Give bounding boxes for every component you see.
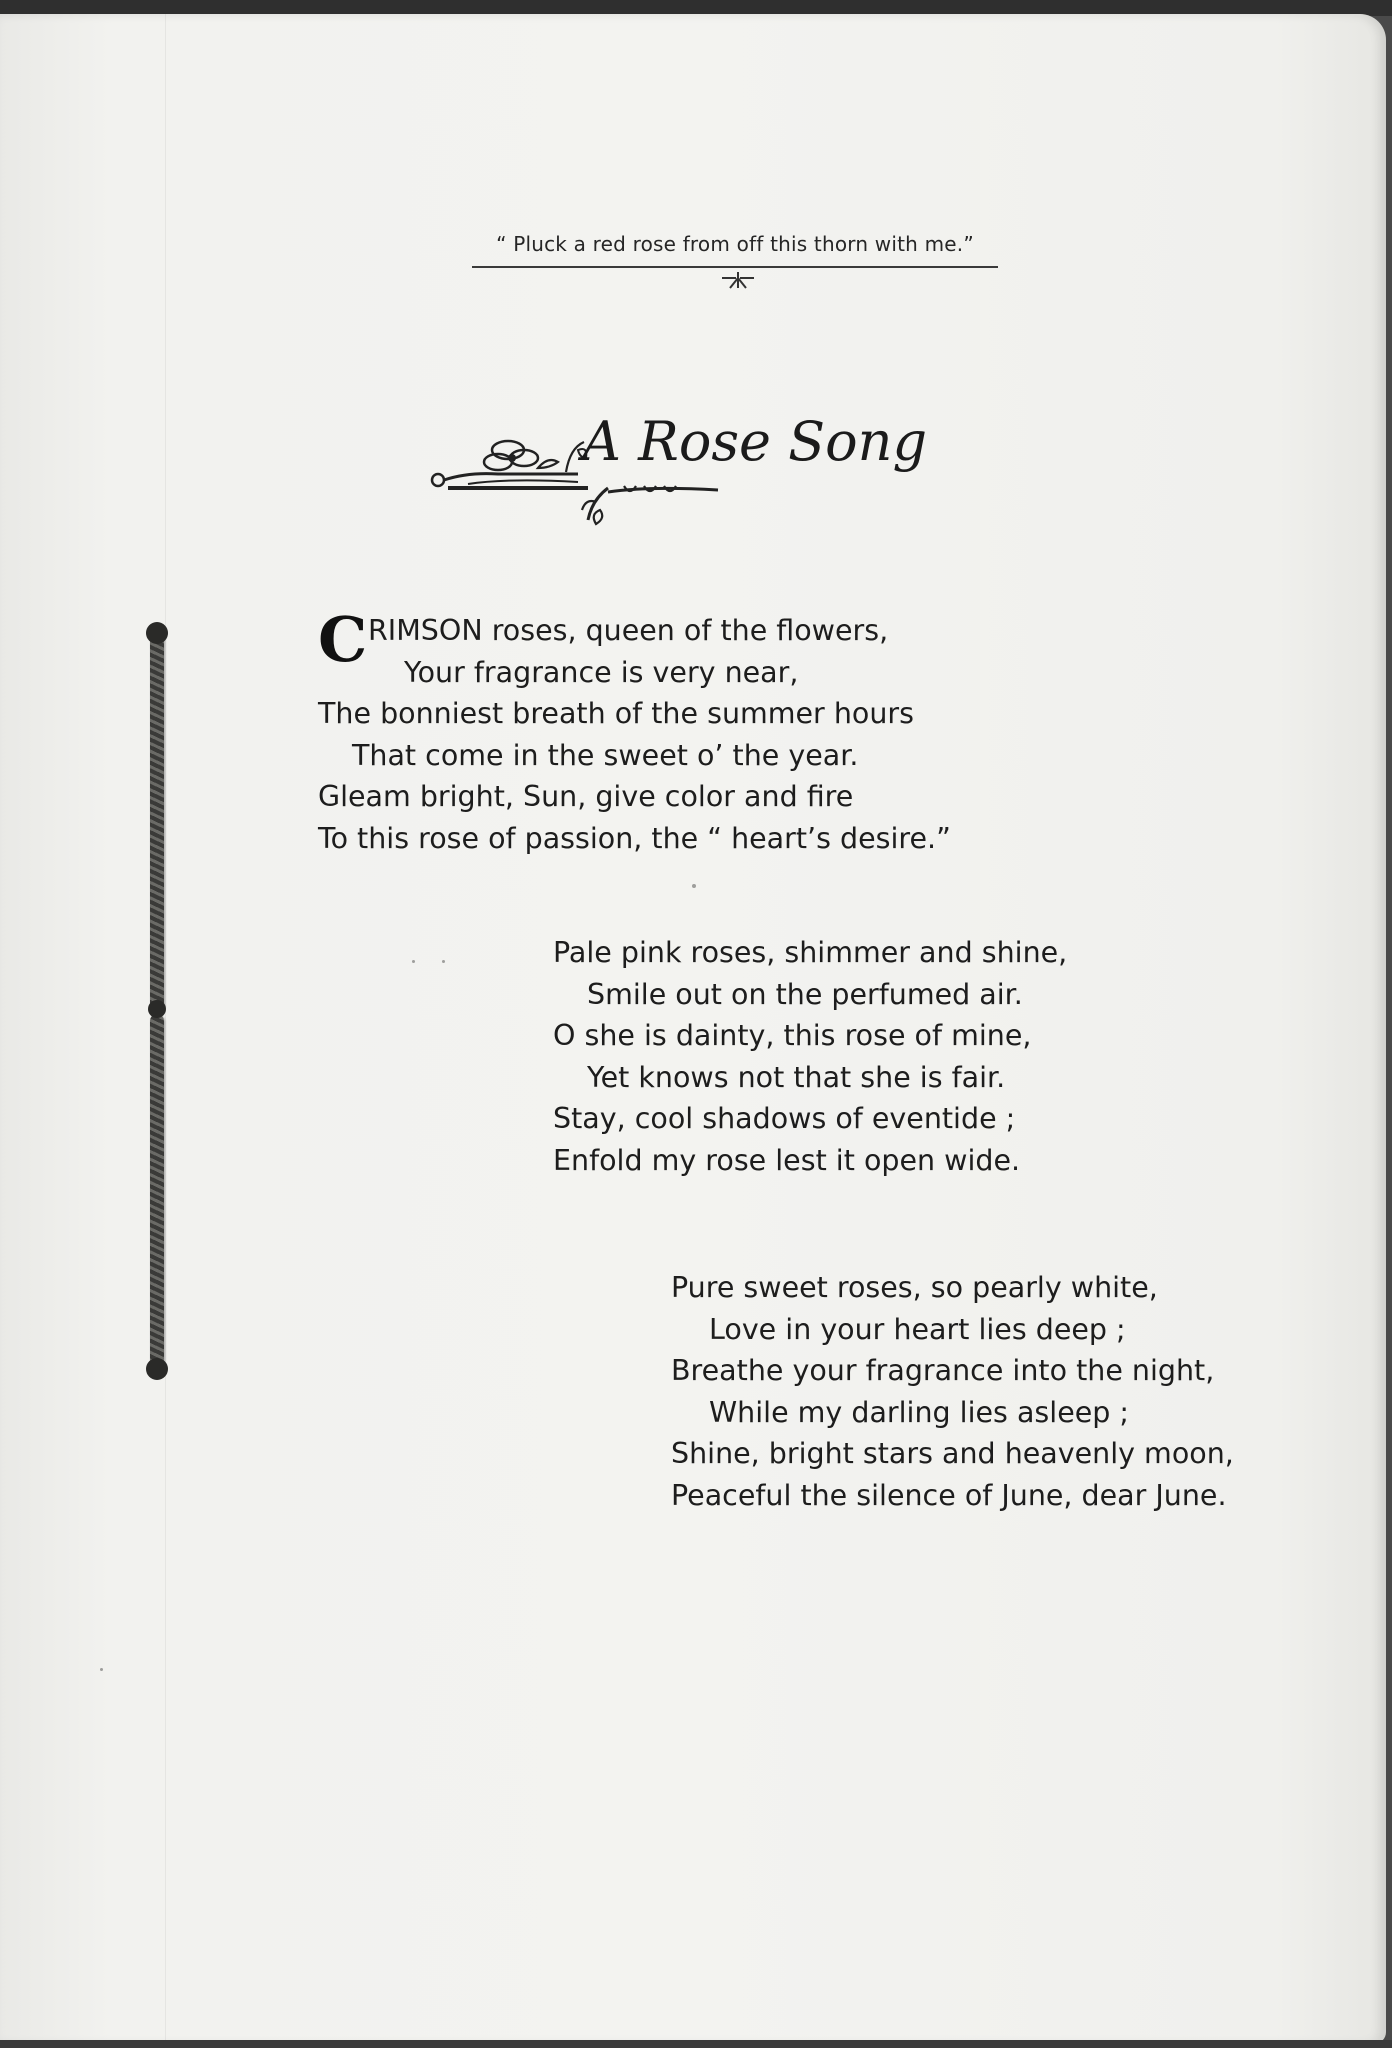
- scan-border-bottom: [0, 2040, 1392, 2048]
- stanza-1-line-2-text: Your fragrance is very near,: [404, 655, 799, 689]
- stanza-3-line-6: Peaceful the silence of June, dear June.: [671, 1478, 1227, 1512]
- epigraph: “ Pluck a red rose from off this thorn with me.”: [496, 232, 974, 256]
- stanza-3-line-2: Love in your heart lies deep ;: [709, 1312, 1126, 1346]
- stanza-3-line-4: While my darling lies asleep ;: [709, 1395, 1130, 1429]
- leaf-sprig-icon: [578, 480, 738, 530]
- stanza-3-line-1: Pure sweet roses, so pearly white,: [671, 1271, 1158, 1304]
- stanza-1-line-6: To this rose of passion, the “ heart’s desire.”: [318, 821, 951, 855]
- stanza-2: [553, 932, 1067, 1181]
- stanza-2-line-3: O she is dainty, this rose of mine,: [553, 1019, 1032, 1052]
- stanza-3-line-5: Shine, bright stars and heavenly moon,: [671, 1437, 1234, 1470]
- poem-title: A Rose Song: [582, 410, 928, 473]
- divider-ornament-icon: [718, 270, 758, 292]
- stanza-3-line-3: Breathe your fragrance into the night,: [671, 1354, 1215, 1387]
- paper-speck: [692, 884, 696, 888]
- stanza-2-line-1: Pale pink roses, shimmer and shine,: [553, 936, 1068, 969]
- stanza-2-line-4: Yet knows not that she is fair.: [587, 1060, 1006, 1094]
- stanza-2-line-5: Stay, cool shadows of eventide ;: [553, 1102, 1016, 1135]
- binding-cord-knot-middle: [148, 1000, 166, 1018]
- stanza-1-line-2: [318, 652, 951, 694]
- binding-cord-knot-bottom: [146, 1358, 168, 1380]
- stanza-2-line-2: Smile out on the perfumed air.: [587, 977, 1023, 1011]
- stanza-2-line-6: Enfold my rose lest it open wide.: [553, 1143, 1021, 1177]
- paper-speck: [442, 960, 445, 963]
- page-gutter: [165, 14, 166, 2044]
- stanza-1-line-1: RIMSON roses, queen of the flowers,: [368, 614, 889, 647]
- stanza-3: [671, 1267, 1234, 1516]
- binding-cord-knot-top: [146, 622, 168, 644]
- epigraph-rule: [472, 266, 998, 268]
- stanza-1-line-3: The bonniest breath of the summer hours: [318, 697, 914, 730]
- stanza-1-line-4: That come in the sweet o’ the year.: [352, 738, 859, 772]
- paper-speck: [412, 960, 415, 963]
- paper-speck: [100, 1668, 103, 1671]
- drop-cap: C: [318, 603, 368, 676]
- binding-cord-upper: [150, 632, 164, 1012]
- stanza-1: [318, 603, 951, 859]
- binding-cord-lower: [150, 1014, 164, 1366]
- stanza-1-line-5: Gleam bright, Sun, give color and fire: [318, 780, 854, 813]
